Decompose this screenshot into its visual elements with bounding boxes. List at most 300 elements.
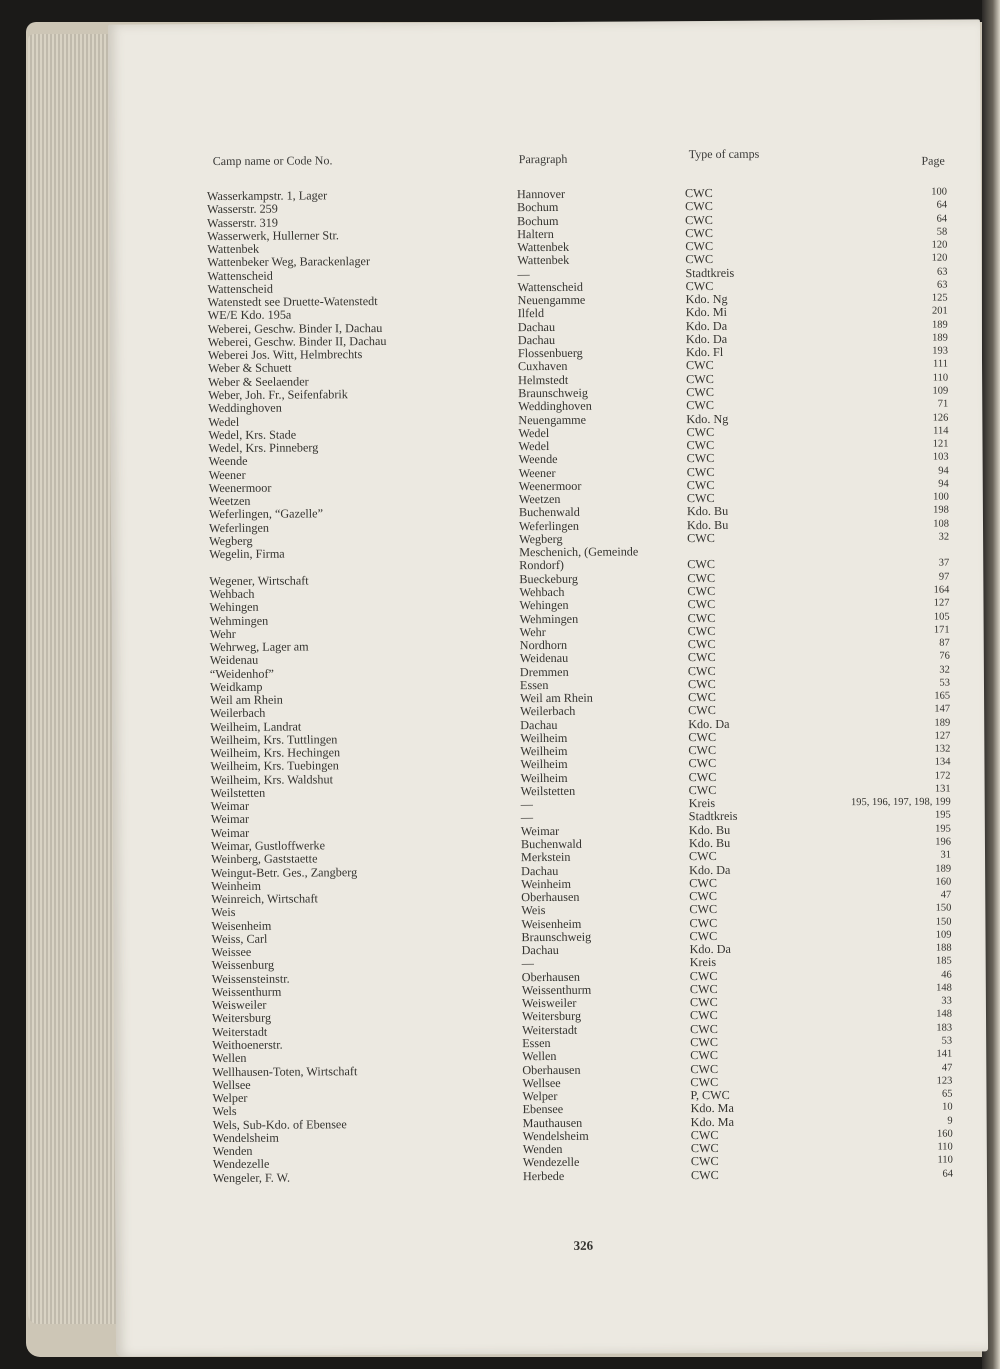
page-cell: 63: [936, 266, 948, 278]
paragraph-cell: Weilheim: [520, 757, 568, 772]
type-cell: CWC: [688, 690, 716, 705]
type-cell: Kdo. Da: [685, 318, 728, 333]
camp-name-cell: Weberei Jos. Witt, Helmbrechts: [207, 347, 363, 363]
camp-name-cell: Wasserkampstr. 1, Lager: [206, 188, 328, 204]
page-cell: 71: [937, 398, 949, 410]
type-cell: CWC: [687, 570, 716, 585]
camp-name-cell: Wengeler, F. W.: [212, 1170, 291, 1185]
paragraph-cell: Bueckeburg: [519, 571, 579, 586]
paragraph-cell: Wendezelle: [522, 1155, 580, 1170]
page-cell: 195, 196, 197, 198, 199: [850, 796, 951, 809]
camp-name-cell: Wels, Sub-Kdo. of Ebensee: [212, 1116, 347, 1132]
page-cell: 201: [931, 305, 948, 318]
page-cell: 150: [935, 902, 952, 914]
camp-name-cell: Wattenscheid: [207, 281, 273, 296]
camp-name-cell: WE/E Kdo. 195a: [207, 307, 292, 323]
page-cell: 160: [935, 876, 952, 888]
page-cell: 110: [937, 1141, 953, 1153]
type-cell: Kdo. Ng: [685, 292, 728, 307]
type-cell: CWC: [689, 915, 718, 930]
camp-name-cell: Wehbach: [209, 586, 255, 602]
camp-name-cell: “Weidenhof”: [209, 666, 274, 681]
type-cell: CWC: [685, 252, 714, 267]
camp-name-cell: Weimar: [210, 799, 250, 814]
page-cell: 131: [934, 783, 951, 795]
camp-name-cell: Wattenbek: [207, 241, 260, 257]
type-cell: Kdo. Bu: [686, 517, 729, 532]
type-cell: CWC: [687, 597, 716, 612]
page-cell: 53: [941, 1035, 953, 1047]
paragraph-cell: Wattenscheid: [517, 279, 583, 295]
page-cell: 189: [932, 319, 948, 331]
camp-name-cell: Wels: [212, 1104, 237, 1119]
paragraph-cell: Wattenbek: [517, 239, 570, 255]
page-cell: 193: [932, 345, 948, 357]
paragraph-cell: Wehr: [519, 624, 546, 639]
type-cell: CWC: [685, 199, 713, 214]
page-cell: 148: [936, 982, 952, 994]
camp-name-cell: Wattenscheid: [207, 268, 273, 283]
page-cell: 111: [933, 359, 949, 371]
paragraph-cell: Essen: [519, 677, 549, 692]
camp-name-cell: Weissee: [211, 944, 252, 960]
type-cell: CWC: [686, 398, 715, 413]
type-cell: Kdo. Fl: [685, 345, 724, 360]
page-cell: 147: [934, 703, 951, 715]
type-cell: Stadtkreis: [685, 265, 735, 280]
page-cell: 120: [931, 239, 948, 251]
paragraph-cell: Herbede: [522, 1168, 565, 1183]
type-cell: CWC: [687, 610, 716, 625]
camp-name-cell: Weinheim: [211, 878, 262, 893]
paragraph-cell: Weis: [521, 903, 546, 918]
camp-name-cell: Weilheim, Krs. Tuttlingen: [210, 732, 338, 747]
type-cell: CWC: [685, 358, 714, 373]
page-cell: 32: [939, 664, 950, 676]
camp-name-cell: Wehrweg, Lager am: [209, 639, 309, 655]
paragraph-cell: —: [517, 266, 530, 281]
type-cell: CWC: [689, 995, 718, 1010]
paragraph-cell: Weilheim: [520, 770, 568, 785]
paragraph-cell: Welper: [522, 1089, 558, 1104]
paragraph-cell: Weilheim: [520, 744, 568, 759]
camp-name-cell: Weiterstadt: [212, 1024, 268, 1039]
page-cell: 148: [936, 1009, 953, 1021]
page-cell: 65: [941, 1088, 953, 1100]
page-cell: 33: [941, 995, 952, 1007]
camp-name-cell: Weis: [211, 905, 236, 920]
page-cell: 127: [934, 730, 951, 742]
page-cell: 110: [932, 372, 949, 384]
type-cell: Kdo. Ma: [690, 1114, 735, 1129]
paragraph-cell: Weitersburg: [521, 1009, 582, 1024]
camp-name-cell: Weilheim, Krs. Waldshut: [210, 772, 333, 787]
page-cell: 123: [936, 1075, 953, 1087]
camp-name-cell: Weitersburg: [211, 1011, 272, 1026]
paragraph-cell: Weetzen: [518, 492, 561, 507]
camp-name-cell: Weimar: [210, 825, 250, 840]
type-cell: CWC: [688, 849, 717, 864]
paragraph-cell: Weisenheim: [521, 916, 582, 931]
page-cell: 150: [935, 916, 952, 928]
page-cell: 172: [934, 770, 951, 782]
page-cell: 127: [933, 597, 950, 609]
paragraph-cell: Wendelsheim: [522, 1128, 589, 1144]
camp-name-cell: Weber & Seelaender: [208, 374, 309, 389]
page-cell: 189: [935, 863, 952, 875]
type-cell: Kdo. Da: [689, 862, 731, 877]
paragraph-cell: Weener: [518, 465, 556, 480]
page-cell: 64: [936, 199, 948, 211]
paragraph-cell: Merkstein: [520, 850, 571, 865]
index-table: [207, 186, 957, 1185]
type-cell: CWC: [689, 1008, 718, 1023]
paragraph-cell: Cuxhaven: [517, 359, 568, 374]
camp-name-cell: Weimar: [210, 812, 250, 827]
paragraph-cell: Buchenwald: [520, 836, 582, 852]
camp-name-cell: Weissenthurm: [211, 984, 282, 999]
type-cell: Kdo. Bu: [688, 835, 731, 851]
camp-name-cell: Wehmingen: [209, 613, 269, 628]
camp-name-cell: Wegelin, Firma: [209, 546, 285, 562]
paragraph-cell: Weende: [518, 452, 558, 467]
type-cell: CWC: [687, 637, 716, 652]
paragraph-cell: Wedel: [518, 439, 550, 454]
camp-name-cell: Wedel, Krs. Stade: [208, 427, 297, 442]
type-cell: CWC: [690, 1141, 719, 1156]
page-number: 326: [573, 1237, 594, 1253]
type-cell: CWC: [686, 371, 714, 386]
camp-name-cell: Weil am Rhein: [210, 692, 283, 708]
camp-name-cell: Wasserstr. 259: [207, 201, 278, 217]
paragraph-cell: Dremmen: [519, 664, 569, 679]
type-cell: CWC: [690, 1048, 719, 1063]
paragraph-cell: Weenermoor: [518, 478, 582, 494]
paragraph-cell: Wenden: [522, 1142, 563, 1157]
camp-name-cell: Weende: [208, 454, 248, 469]
page-cell: 132: [934, 743, 951, 755]
paragraph-cell: Weferlingen: [518, 518, 579, 533]
paragraph-cell: —: [520, 810, 534, 825]
paragraph-cell: Wehmingen: [519, 611, 579, 626]
paragraph-cell: Mauthausen: [522, 1115, 583, 1130]
camp-name-cell: Weilstetten: [210, 785, 266, 801]
camp-name-cell: Weetzen: [208, 493, 251, 509]
paragraph-cell: Bochum: [517, 213, 559, 228]
paragraph-cell: Weilheim: [520, 730, 568, 746]
page-cell: 58: [936, 226, 948, 238]
type-cell: CWC: [690, 1127, 719, 1142]
camp-name-cell: Weidenau: [209, 653, 259, 668]
camp-name-cell: Weferlingen, “Gazelle”: [208, 506, 324, 522]
type-cell: CWC: [690, 1154, 719, 1169]
type-cell: CWC: [689, 968, 718, 983]
camp-name-cell: Weisenheim: [211, 918, 272, 933]
page-cell: 134: [934, 756, 951, 769]
camp-name-cell: Weissenburg: [211, 958, 275, 973]
page-cell: 64: [936, 213, 948, 225]
camp-name-cell: Wedel, Krs. Pinneberg: [208, 440, 319, 456]
type-cell: CWC: [688, 743, 717, 758]
camp-name-cell: Wellsee: [212, 1077, 251, 1092]
type-cell: CWC: [687, 557, 716, 572]
paragraph-cell: Weisweiler: [521, 996, 577, 1011]
paragraph-cell: Weilerbach: [520, 704, 576, 719]
paragraph-cell: Weidenau: [519, 651, 569, 666]
paragraph-cell: Wattenbek: [517, 253, 570, 268]
page-cell: 195: [935, 823, 951, 835]
type-cell: CWC: [689, 928, 718, 944]
document-page: [108, 19, 988, 1356]
camp-name-cell: Weenermoor: [208, 480, 272, 495]
paragraph-cell: Ilfeld: [517, 306, 545, 321]
page-cell: 108: [933, 518, 950, 530]
type-cell: CWC: [685, 239, 714, 254]
camp-name-cell: Weingut-Betr. Ges., Zangberg: [211, 864, 358, 880]
page-cell: 126: [932, 412, 949, 424]
type-cell: Kdo. Ng: [686, 411, 729, 426]
type-cell: Kreis: [689, 955, 717, 970]
camp-name-cell: Wasserwerk, Hullerner Str.: [207, 228, 339, 243]
page-cell: 87: [939, 637, 950, 649]
paragraph-cell: Bochum: [517, 200, 559, 215]
camp-name-cell: Wehr: [209, 626, 236, 641]
paragraph-cell: Wehingen: [519, 598, 569, 613]
type-cell: CWC: [687, 676, 716, 691]
type-cell: CWC: [687, 623, 716, 638]
type-cell: CWC: [686, 464, 715, 479]
paragraph-cell: Weil am Rhein: [520, 690, 593, 706]
camp-name-cell: Weber, Joh. Fr., Seifenfabrik: [208, 387, 348, 403]
type-cell: CWC: [686, 491, 715, 506]
type-cell: CWC: [687, 663, 716, 678]
camp-name-cell: Weimar, Gustloffwerke: [210, 838, 326, 854]
camp-name-cell: Wendelsheim: [212, 1130, 279, 1145]
page-cell: 105: [933, 611, 950, 623]
type-cell: CWC: [688, 729, 717, 745]
camp-name-cell: Weinreich, Wirtschaft: [211, 891, 318, 907]
type-cell: Stadtkreis: [688, 809, 738, 824]
camp-name-cell: Weferlingen: [208, 520, 269, 535]
header-type: Type of camps: [688, 146, 760, 162]
page-cell: 165: [934, 690, 951, 702]
type-cell: Kreis: [688, 796, 716, 811]
page-cell: 125: [931, 292, 948, 304]
page-edges: [28, 34, 118, 1324]
paragraph-cell: Dachau: [520, 717, 558, 732]
paragraph-cell: —: [521, 956, 534, 971]
camp-name-cell: Weilerbach: [210, 706, 266, 721]
type-cell: CWC: [688, 703, 716, 718]
paragraph-cell: Flossenbuerg: [517, 345, 583, 361]
type-cell: P, CWC: [690, 1087, 730, 1103]
page-cell: 160: [936, 1128, 953, 1140]
type-cell: CWC: [689, 902, 718, 917]
paragraph-cell: Weissenthurm: [521, 982, 592, 998]
camp-name-cell: Weinberg, Gaststaette: [210, 851, 318, 867]
page-cell: 53: [939, 677, 951, 689]
paragraph-cell: Dachau: [521, 863, 559, 878]
camp-name-cell: Wellhausen-Toten, Wirtschaft: [212, 1063, 358, 1079]
type-cell: Kdo. Da: [689, 942, 731, 957]
paragraph-cell: Oberhausen: [521, 969, 581, 984]
camp-name-cell: Weener: [208, 467, 246, 482]
type-cell: Kdo. Da: [688, 716, 730, 731]
page-cell: 10: [942, 1101, 953, 1113]
camp-name-cell: Weithoenerstr.: [212, 1037, 283, 1053]
type-cell: CWC: [687, 530, 715, 546]
camp-name-cell: Weberei, Geschw. Binder II, Dachau: [207, 333, 387, 349]
camp-name-cell: Wattenbeker Weg, Barackenlager: [207, 254, 371, 270]
type-cell: CWC: [690, 1167, 719, 1182]
type-cell: CWC: [689, 981, 718, 997]
paragraph-cell: Braunschweig: [521, 929, 592, 945]
page-cell: 32: [938, 531, 950, 543]
type-cell: CWC: [688, 782, 717, 798]
column-header: [212, 146, 951, 175]
page-cell: 100: [933, 491, 949, 503]
paragraph-cell: Buchenwald: [518, 505, 580, 520]
type-cell: CWC: [686, 424, 715, 439]
camp-name-cell: Wegener, Wirtschaft: [209, 573, 309, 588]
camp-name-cell: Wedel: [208, 414, 240, 429]
page-cell: 198: [933, 504, 949, 517]
paragraph-cell: Braunschweig: [518, 385, 588, 401]
type-cell: CWC: [685, 278, 714, 294]
type-cell: Kdo. Mi: [685, 305, 728, 320]
page-cell: 76: [939, 650, 950, 662]
camp-name-cell: Wasserstr. 319: [207, 215, 278, 230]
header-camp-name: Camp name or Code No.: [212, 153, 333, 169]
type-cell: CWC: [687, 650, 716, 665]
camp-name-cell: Welper: [212, 1090, 248, 1106]
header-paragraph: Paragraph: [518, 151, 568, 167]
paragraph-cell: Ebensee: [522, 1102, 564, 1117]
page-cell: 110: [937, 1154, 953, 1167]
camp-name-cell: Watenstedt see Druette-Watenstedt: [207, 294, 378, 310]
type-cell: CWC: [690, 1034, 718, 1050]
page-cell: 109: [935, 929, 952, 941]
type-cell: CWC: [687, 583, 716, 599]
camp-name-cell: Wendezelle: [212, 1157, 270, 1172]
paragraph-cell: Dachau: [517, 332, 556, 348]
header-page: Page: [921, 153, 945, 168]
camp-name-cell: Wehingen: [209, 600, 259, 615]
page-cell: 63: [937, 279, 948, 291]
paragraph-cell: Rondorf): [519, 558, 564, 573]
camp-name-cell: Weberei, Geschw. Binder I, Dachau: [207, 320, 383, 336]
type-cell: CWC: [686, 451, 715, 466]
type-cell: Kdo. Bu: [688, 822, 731, 837]
page-cell: 121: [932, 438, 949, 450]
camp-name-cell: Weidkamp: [209, 679, 263, 694]
type-cell: CWC: [690, 1074, 719, 1089]
type-cell: Kdo. Ma: [690, 1101, 734, 1116]
type-cell: CWC: [689, 875, 718, 890]
paragraph-cell: Weimar: [520, 823, 560, 838]
paragraph-cell: Helmstedt: [518, 372, 569, 387]
paragraph-cell: Neuengamme: [518, 412, 587, 427]
camp-name-cell: Weddinghoven: [208, 400, 282, 416]
page-cell: 97: [938, 571, 950, 583]
camp-name-cell: Weber & Schuett: [207, 361, 292, 376]
paragraph-cell: Nordhorn: [519, 637, 568, 653]
camp-name-cell: Wegberg: [209, 533, 253, 548]
camp-name-cell: Weissensteinstr.: [211, 971, 290, 986]
paragraph-cell: Essen: [522, 1035, 551, 1051]
type-cell: CWC: [686, 384, 715, 400]
page-cell: 185: [935, 955, 952, 968]
paragraph-cell: Weiterstadt: [522, 1022, 578, 1037]
page-cell: 189: [932, 332, 948, 344]
page-cell: 47: [940, 889, 952, 901]
page-cell: 183: [936, 1022, 953, 1034]
page-cell: 47: [941, 1062, 953, 1074]
paragraph-cell: Meschenich, (Gemeinde: [519, 544, 639, 560]
camp-name-cell: Weisweiler: [211, 997, 267, 1013]
page-cell: 100: [931, 186, 948, 198]
type-cell: CWC: [685, 212, 713, 227]
paragraph-cell: Oberhausen: [521, 889, 580, 905]
paragraph-cell: Wellen: [522, 1049, 557, 1064]
type-cell: Kdo. Da: [685, 331, 728, 347]
page-cell: 46: [941, 969, 952, 981]
page-cell: 164: [933, 584, 950, 596]
paragraph-cell: Dachau: [521, 943, 559, 958]
page-cell: 103: [932, 451, 949, 463]
type-cell: CWC: [686, 477, 715, 492]
page-cell: 196: [935, 836, 951, 848]
page-cell: 31: [940, 849, 952, 861]
paragraph-cell: Haltern: [517, 226, 554, 241]
type-cell: CWC: [690, 1021, 718, 1036]
page-cell: 114: [933, 425, 949, 437]
camp-name-cell: Wenden: [212, 1143, 253, 1159]
type-cell: Kdo. Bu: [686, 504, 729, 519]
paragraph-cell: Oberhausen: [522, 1062, 581, 1077]
camp-name-cell: Weilheim, Krs. Tuebingen: [210, 758, 339, 774]
paragraph-cell: Weddinghoven: [518, 398, 592, 414]
camp-name-cell: Weilheim, Krs. Hechingen: [210, 745, 341, 761]
page-cell: 120: [931, 252, 948, 264]
page-cell: 94: [938, 465, 949, 477]
page-cell: 64: [942, 1168, 954, 1180]
paragraph-cell: Wehbach: [519, 584, 565, 600]
page-cell: 141: [936, 1048, 953, 1060]
paragraph-cell: Weinheim: [521, 876, 572, 891]
type-cell: CWC: [684, 185, 713, 201]
type-cell: CWC: [686, 438, 715, 453]
page-cell: 9: [947, 1115, 953, 1127]
paragraph-cell: Weilstetten: [520, 783, 576, 799]
paragraph-cell: Neuengamme: [517, 292, 586, 308]
type-cell: CWC: [689, 889, 718, 904]
type-cell: CWC: [690, 1061, 719, 1076]
page-cell: 94: [938, 478, 949, 490]
type-cell: CWC: [685, 225, 714, 240]
paragraph-cell: Wegberg: [519, 531, 563, 547]
camp-name-cell: Weilheim, Landrat: [210, 719, 302, 734]
page-cell: 109: [932, 385, 949, 397]
paragraph-cell: —: [520, 797, 533, 812]
camp-name-cell: Weiss, Carl: [211, 931, 268, 946]
page-cell: 171: [933, 624, 950, 636]
paragraph-cell: Wedel: [518, 425, 550, 440]
type-cell: CWC: [688, 769, 717, 784]
page-cell: 195: [935, 810, 951, 822]
page-cell: 188: [935, 942, 952, 954]
paragraph-cell: Wellsee: [522, 1075, 561, 1090]
